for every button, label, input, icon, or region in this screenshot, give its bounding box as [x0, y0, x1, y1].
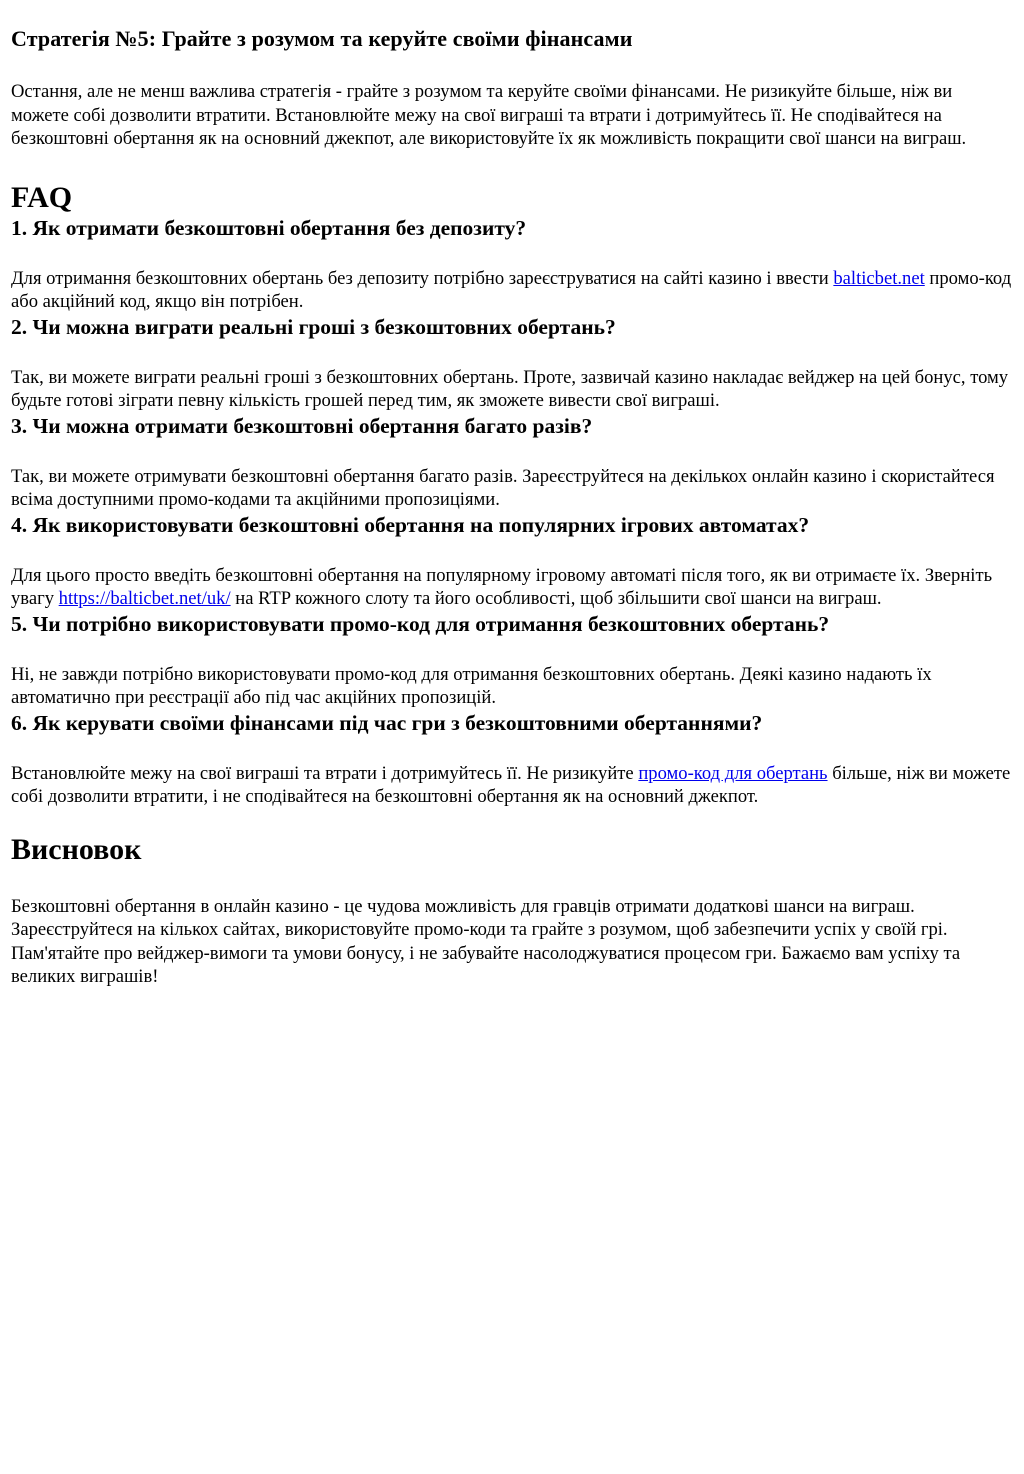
balticbet-link[interactable]: balticbet.net [833, 267, 925, 289]
faq-question-5: 5. Чи потрібно використовувати промо-код для отримання безкоштовних обертань? [11, 611, 830, 636]
faq-answer-1-text-after: промо-код або акційний код, якщо він потрібен. [11, 267, 1012, 312]
faq-question-3: 3. Чи можна отримати безкоштовні обертання багато разів? [11, 413, 593, 438]
faq-answer-3: Так, ви можете отримувати безкоштовні обертання багато разів. Зареєструйтеся на декількох онлайн казино і скористайтеся всіма доступними промо-кодами та акційними пропозиціями. [11, 465, 995, 510]
faq-answer-1 [11, 267, 1014, 314]
promo-code-link[interactable]: промо-код для обертань [638, 762, 828, 784]
faq-answer-1-text-before: Для отримання безкоштовних обертань без депозиту потрібно зареєструватися на сайті казино і ввести [11, 267, 834, 289]
strategy-5-heading: Стратегія №5: Грайте з розумом та керуйте своїми фінансами [11, 26, 633, 51]
faq-answer-6-text-before: Встановлюйте межу на свої виграші та втрати і дотримуйтесь її. Не ризикуйте [11, 762, 639, 784]
faq-answer-5: Ні, не завжди потрібно використовувати промо-код для отримання безкоштовних обертань. Деякі казино надають їх автоматично при реєстрації або під час акційних пропозицій. [11, 663, 932, 708]
balticbet-uk-link[interactable]: https://balticbet.net/uk/ [58, 588, 231, 609]
faq-answer-6-text-after: більше, ніж ви можете собі дозволити втратити, і не сподівайтеся на безкоштовні обертання як на основний джекпот. [11, 762, 1011, 807]
faq-heading: FAQ [11, 180, 73, 214]
faq-question-2: 2. Чи можна виграти реальні гроші з безкоштовних обертань? [11, 314, 616, 339]
faq-question-4: 4. Як використовувати безкоштовні обертання на популярних ігрових автоматах? [11, 512, 810, 537]
article [0, 26, 1024, 989]
faq-answer-4-text-after: на RTP кожного слоту та його особливості, щоб збільшити свої шанси на виграш. [230, 588, 882, 609]
faq-question-1: 1. Як отримати безкоштовні обертання без депозиту? [11, 215, 527, 240]
faq-answer-6 [11, 762, 1014, 809]
faq-answer-4-text-before: Для цього просто введіть безкоштовні обертання на популярному ігровому автоматі після того, як ви отримаєте їх. Зверніть увагу [11, 564, 993, 609]
conclusion-heading: Висновок [11, 832, 142, 866]
faq-question-6: 6. Як керувати своїми фінансами під час гри з безкоштовними обертаннями? [11, 710, 763, 735]
faq-answer-2: Так, ви можете виграти реальні гроші з безкоштовних обертань. Проте, зазвичай казино накладає вейджер на цей бонус, тому будьте готові зіграти певну кількість грошей перед тим, як зможете вивести свої виграші. [11, 366, 1009, 411]
faq-answer-4 [11, 564, 1014, 611]
conclusion-paragraph: Безкоштовні обертання в онлайн казино - це чудова можливість для гравців отримати додаткові шанси на виграш. Зареєструйтеся на кількох сайтах, використовуйте промо-коди та грайте з розумом, щоб забезпечити успіх у своїй грі. Пам'ятайте про вейджер-вимоги та умови бонусу, і не забувайте насолоджуватися процесом гри. Бажаємо вам успіху та великих виграшів! [11, 895, 961, 987]
strategy-5-paragraph: Остання, але не менш важлива стратегія - грайте з розумом та керуйте своїми фінансами. Не ризикуйте більше, ніж ви можете собі дозволити втратити. Встановлюйте межу на свої виграші та втрати і дотримуйтесь її. Не сподівайтеся на безкоштовні обертання як на основний джекпот, але використовуйте їх як можливість покращити свої шанси на виграш. [11, 81, 967, 149]
